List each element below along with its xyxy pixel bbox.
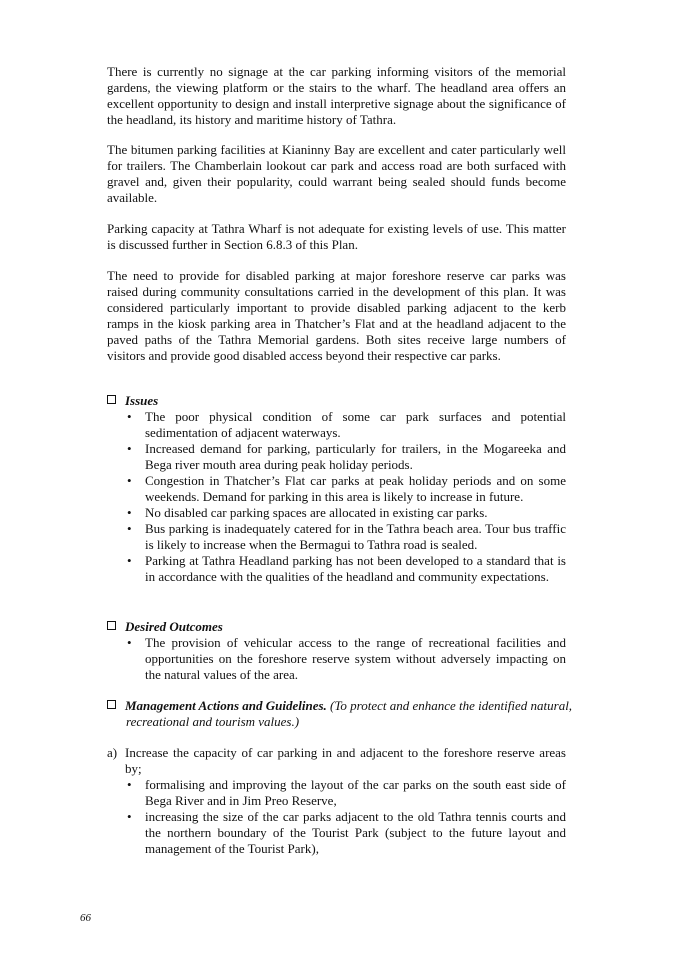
issues-heading-text: Issues [125,393,159,408]
checkbox-bullet-icon [107,700,116,709]
outcomes-heading-text: Desired Outcomes [125,619,223,634]
list-item: • formalising and improving the layout of the car parks on the south east side of Bega River and in Jim Preo Reserve, [125,777,566,809]
action-item-a [107,745,566,777]
action-item-label: a) [107,745,118,760]
checkbox-bullet-icon [107,621,116,630]
checkbox-bullet-icon [107,395,116,404]
actions-heading-note: (To protect and enhance the identified natural, recreational and tourism values.) [126,698,573,729]
outcomes-list [125,635,566,683]
paragraph-kianinny-bay: The bitumen parking facilities at Kianinny Bay are excellent and cater particularly well for trailers. The Chamberlain lookout car park and access road are both surfaced with gravel and, given their popularity, could warrant being sealed should funds become available. [107,142,566,205]
list-item: • No disabled car parking spaces are allocated in existing car parks. [125,505,566,521]
list-item: • Bus parking is inadequately catered for in the Tathra beach area. Tour bus traffic is likely to increase when the Bermagui to Tathra road is sealed. [125,521,566,553]
list-item: • increasing the size of the car parks adjacent to the old Tathra tennis courts and the northern boundary of the Tourist Park (subject to the future layout and management of the Tourist Park), [125,809,566,857]
issues-heading [107,393,577,409]
issues-list [125,409,566,585]
outcomes-heading [107,619,577,635]
list-item: • Parking at Tathra Headland parking has not been developed to a standard that is in accordance with the qualities of the headland and community expectations. [125,553,566,585]
paragraph-disabled-parking: The need to provide for disabled parking at major foreshore reserve car parks was raised during community consultations carried in the development of this plan. It was considered particularly important to provide disabled parking adjacent to the kerb ramps in the kiosk parking area in Thatcher’s Flat and at the headland adjacent to the paved paths of the Tathra Memorial gardens. Both sites receive large numbers of visitors and provide good disabled access beyond their respective car parks. [107,268,566,363]
list-item: • The provision of vehicular access to the range of recreational facilities and opportunities on the foreshore reserve system without adversely impacting on the natural values of the area. [125,635,566,683]
actions-heading-text: Management Actions and Guidelines. [125,698,327,713]
list-item: • Congestion in Thatcher’s Flat car parks at peak holiday periods and on some weekends. Demand for parking in this area is likely to increase in future. [125,473,566,505]
action-sub-list [125,777,566,857]
action-item-text: Increase the capacity of car parking in and adjacent to the foreshore reserve areas by; [125,745,566,776]
actions-heading [107,698,596,730]
page-number: 66 [80,912,91,924]
list-item: • Increased demand for parking, particularly for trailers, in the Mogareeka and Bega river mouth area during peak holiday periods. [125,441,566,473]
paragraph-signage: There is currently no signage at the car parking informing visitors of the memorial gardens, the viewing platform or the stairs to the wharf. The headland area offers an excellent opportunity to design and install interpretive signage about the significance of the headland, its history and maritime history of Tathra. [107,64,566,127]
list-item: • The poor physical condition of some car park surfaces and potential sedimentation of adjacent waterways. [125,409,566,441]
paragraph-tathra-wharf: Parking capacity at Tathra Wharf is not adequate for existing levels of use. This matter is discussed further in Section 6.8.3 of this Plan. [107,221,566,252]
